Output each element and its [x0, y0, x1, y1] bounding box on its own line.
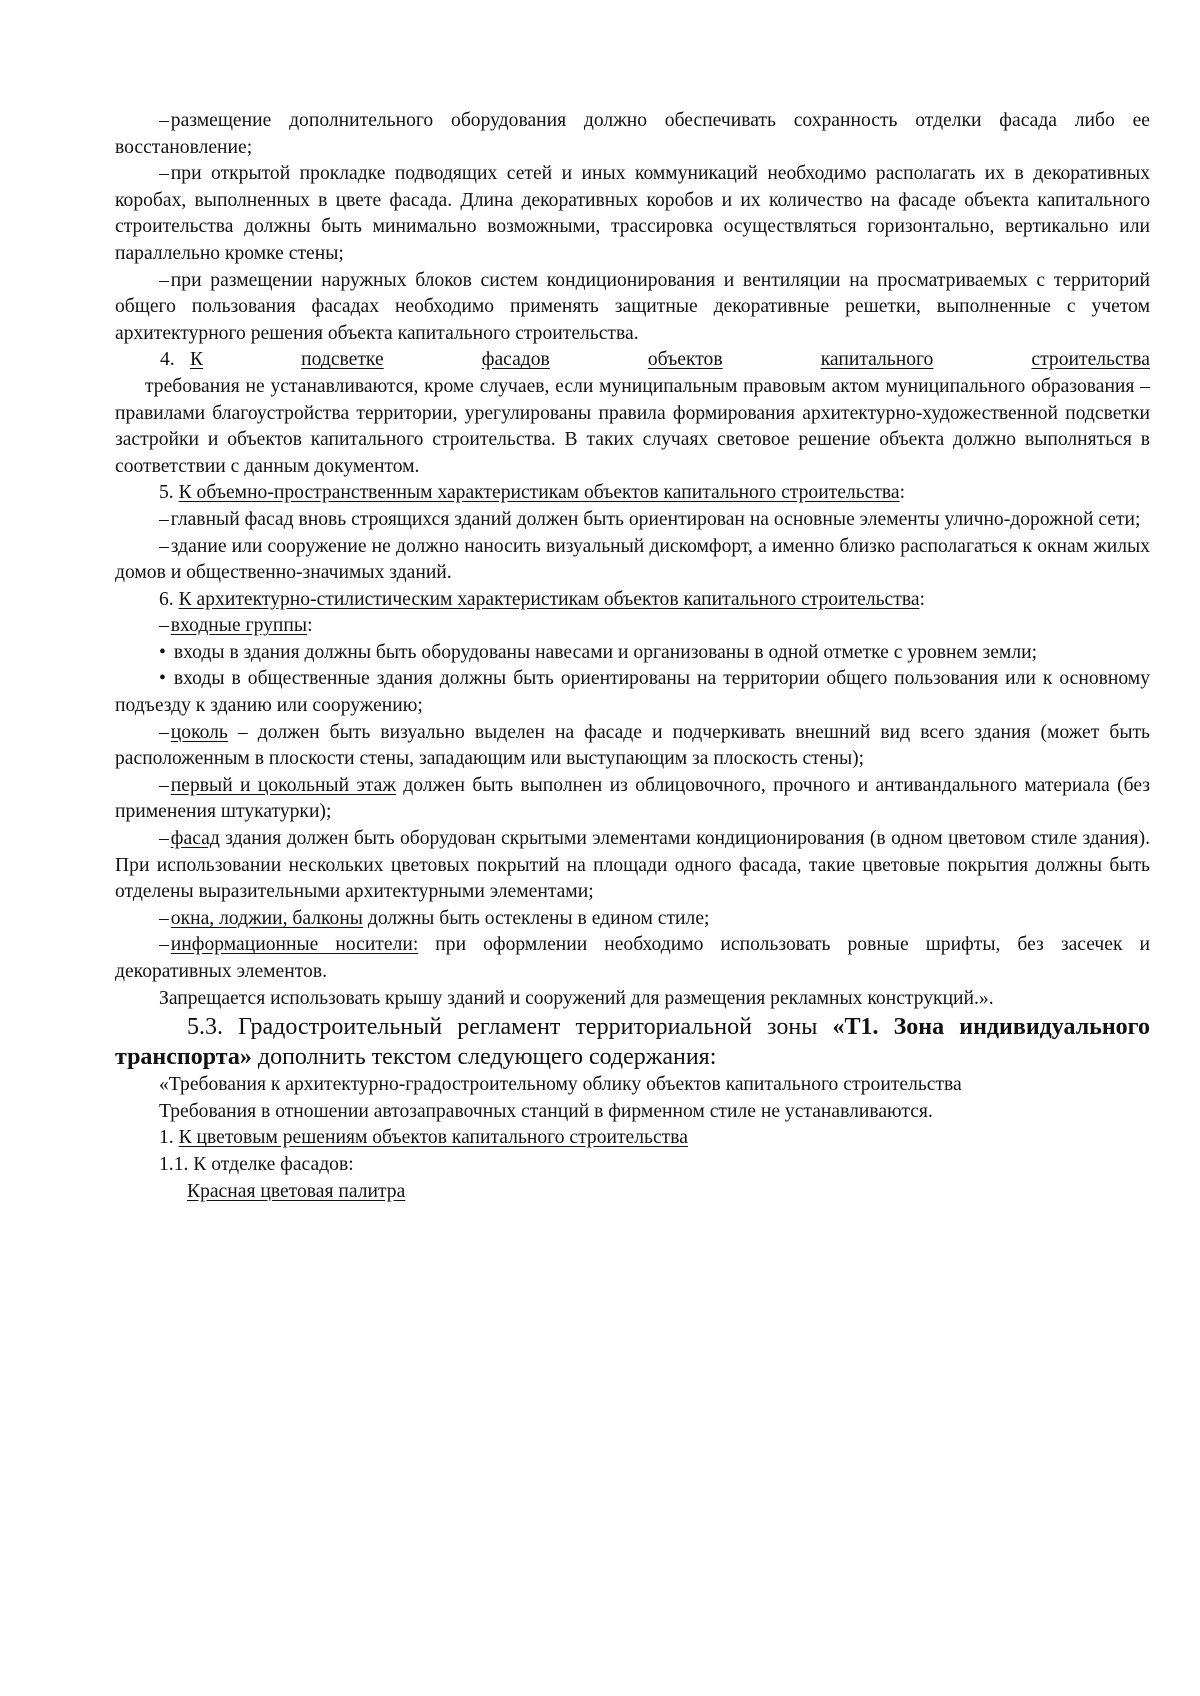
- paragraph-roof-ban: Запрещается использовать крышу зданий и сооружений для размещения рекламных конструкций.».: [159, 987, 994, 1009]
- paragraph-plinth: – цоколь – должен быть визуально выделен на фасаде и подчеркивать внешний вид всего здания (может быть расположенным в плоскости стены, западающим или выступающим за плоскость стены);: [115, 721, 1150, 770]
- paragraph-info-carriers: – информационные носители: при оформлении необходимо использовать ровные шрифты, без засечек и декоративных элементов.: [115, 934, 1150, 982]
- document-body: [115, 108, 1150, 1205]
- dash-marker: –: [159, 110, 169, 131]
- red-palette-heading: Красная цветовая палитра: [187, 1180, 406, 1202]
- bullet-entrances-canopies: • входы в здания должны быть оборудованы навесами и организованы в одной отметке с уровнем земли;: [159, 641, 1038, 663]
- dash-marker: –: [159, 828, 169, 850]
- item-4-heading: 4. К подсветке фасадов объектов капитального строительства: [115, 347, 1150, 374]
- paragraph-entrance-groups: – входные группы:: [159, 615, 313, 637]
- dash-marker: –: [159, 163, 169, 185]
- paragraph-equipment: – размещение дополнительного оборудования должно обеспечивать сохранность отделки фасада либо ее восстановление;: [115, 110, 1150, 158]
- dash-marker: –: [159, 508, 169, 530]
- bullet-marker: •: [159, 641, 166, 663]
- bullet-marker: •: [159, 668, 166, 690]
- paragraph-first-floor: – первый и цокольный этаж должен быть выполнен из облицовочного, прочного и антивандального материала (без применения штукатурки);: [115, 774, 1151, 823]
- paragraph-main-facade: – главный фасад вновь строящихся зданий должен быть ориентирован на основные элементы улично-дорожной сети;: [159, 508, 1141, 530]
- paragraph-networks: – при открытой прокладке подводящих сетей и иных коммуникаций необходимо располагать их в декоративных коробах, выполненных в цвете фасада. Длина декоративных коробов и их количество на фасаде объекта капитального строительства должны быть минимально возможными, трассировка осуществляться горизонтально, вертикально или параллельно кромке стены;: [115, 163, 1150, 264]
- dash-marker: –: [159, 907, 169, 929]
- paragraph-lighting: требования не устанавливаются, кроме случаев, если муниципальным правовым актом муниципального образования – правилами благоустройства территории, урегулированы правила формирования архитектурно-художественной подсветки застройки и объектов капитального строительства. В таких случаях световое решение объекта должно выполняться в соответствии с данным документом.: [115, 375, 1150, 477]
- paragraph-discomfort: – здание или сооружение не должно наносить визуальный дискомфорт, а именно близко располагаться к окнам жилых домов и общественно-значимых зданий.: [115, 535, 1150, 584]
- dash-marker: –: [159, 774, 169, 796]
- dash-marker: –: [159, 269, 169, 291]
- paragraph-facade: – фасад здания должен быть оборудован скрытыми элементами кондиционирования (в одном цветовом стиле здания). При использовании нескольких цветовых покрытий на площади одного фасада, такие цветовые покрытия должны быть отделены выразительными архитектурными элементами;: [115, 828, 1150, 903]
- paragraph-ventilation: – при размещении наружных блоков систем кондиционирования и вентиляции на просматриваемых с территорий общего пользования фасадах необходимо применять защитные декоративные решетки, выполненные с учетом архитектурного решения объекта капитального строительства.: [115, 269, 1150, 344]
- dash-marker: –: [159, 615, 169, 637]
- bullet-entrances-public: • входы в общественные здания должны быть ориентированы на территории общего пользования или к основному подъезду к зданию или сооружению;: [115, 668, 1150, 717]
- item-4-underlined-title: К подсветке фасадов объектов капитального строительства: [190, 349, 1150, 371]
- dash-marker: –: [159, 721, 169, 743]
- section-5-3-heading: 5.3. Градостроительный регламент территориальной зоны «Т1. Зона индивидуального транспорта» дополнить текстом следующего содержания:: [115, 1014, 1150, 1071]
- paragraph-requirements-title: «Требования к архитектурно-градостроительному облику объектов капитального строительства: [159, 1074, 962, 1096]
- item-1-heading: 1. К цветовым решениям объектов капитального строительства: [159, 1127, 688, 1149]
- paragraph-gas-stations: Требования в отношении автозаправочных станций в фирменном стиле не устанавливаются.: [159, 1100, 933, 1122]
- dash-marker: –: [159, 535, 169, 557]
- item-6-heading: 6. К архитектурно-стилистическим характеристикам объектов капитального строительства:: [159, 588, 925, 610]
- paragraph-windows: – окна, лоджии, балконы должны быть остеклены в едином стиле;: [159, 907, 710, 929]
- item-5-heading: 5. К объемно-пространственным характеристикам объектов капитального строительства:: [159, 482, 906, 504]
- dash-marker: –: [159, 934, 169, 956]
- item-1-1-heading: 1.1. К отделке фасадов:: [159, 1153, 354, 1175]
